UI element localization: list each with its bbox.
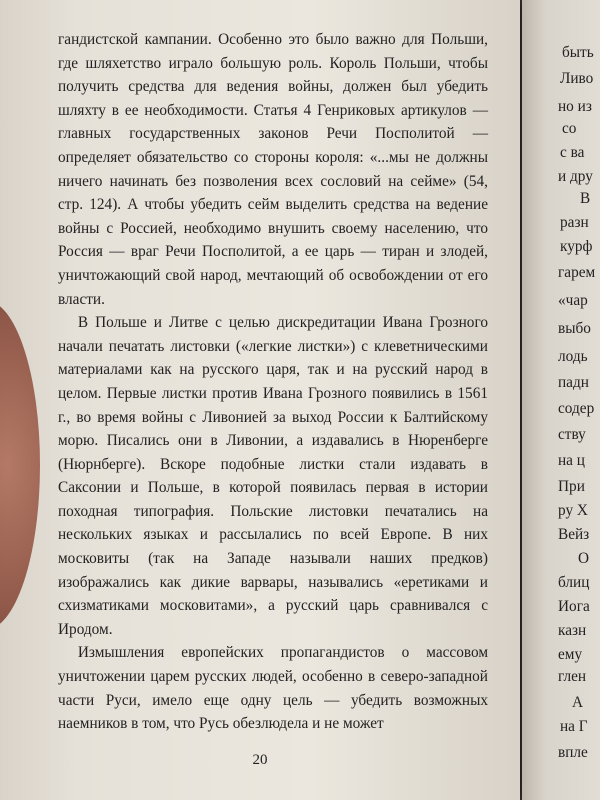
right-page-line: «чар xyxy=(558,292,588,309)
right-page-line: О xyxy=(578,550,590,567)
right-page-line: блиц xyxy=(558,574,590,591)
page-number: 20 xyxy=(252,752,268,768)
right-page-line: При xyxy=(558,478,585,495)
right-page-line: Ливо xyxy=(560,70,594,87)
right-page-line: со xyxy=(562,120,577,137)
right-page-line: А xyxy=(572,694,584,711)
paragraph-2: В Польше и Литве с целью дискредитации Ивана Грозного начали печатать листовки («легкие листки») с клеветническими материалами как на русского царя, так и на русский народ в целом. Первые листки против Ивана Грозного появились в 1561 г., во время войны с Ливонией за выход России к Балтийскому морю. Писались они в Ливонии, а издавались в Нюренберге (Нюрнберге). Вскоре подобные листки стали издавать в Саксонии и Польше, в которой появилась первая в истории походная типография. Польские листовки печатались на нескольких языках и рассылались по всей Европе. В них московиты (так на Западе называли наших предков) изображались как дикие варвары, назывались «еретиками и схизматиками московитами», а русский царь сравнивался с Иродом. xyxy=(58,314,488,638)
right-page xyxy=(522,0,600,800)
paragraph-1: гандистской кампании. Особенно это было важно для Польши, где шляхетство играло большую роль. Король Польши, чтобы получить средства для ведения войны, должен был убедить шляхту в ее необходимости. Статья 4 Генриковых артикулов — главных государственных законов Речи Посполитой — определяет обязательство со стороны короля: «...мы не должны ничего начинать без позволения всех сословий на сейме» (54, стр. 124). А чтобы убедить сейм выделить средства на ведение войны с Россией, необходимо внушить своему населению, что Россия — враг Речи Посполитой, а ее царь — тиран и злодей, уничтожающий свой народ, мечтающий об освобождении от его власти. xyxy=(58,31,488,308)
right-page-line: на Г xyxy=(560,718,588,735)
right-page-line: Иога xyxy=(558,598,590,615)
right-page-line: курф xyxy=(560,238,593,255)
right-page-line: ему xyxy=(558,646,583,663)
right-page-line: и дру xyxy=(558,168,593,185)
right-page-line: но из xyxy=(558,98,592,115)
right-page-line: глен xyxy=(558,668,587,685)
right-page-line: содер xyxy=(558,400,595,417)
right-page-line: падн xyxy=(558,374,589,391)
right-page-line: выбо xyxy=(558,320,591,337)
right-page-line: ству xyxy=(558,426,586,443)
body-text xyxy=(58,28,488,736)
right-page-line: казн xyxy=(558,622,587,639)
right-page-line: быть xyxy=(562,44,594,61)
paragraph-3: Измышления европейских пропагандистов о массовом уничтожении царем русских людей, особенно в северо-западной части Руси, имело еще одну цель — убедить возможных наемников в том, что Русь обезлюдела и не может xyxy=(58,644,488,733)
right-page-line: Вейз xyxy=(558,526,590,543)
right-page-line: с ва xyxy=(560,144,585,161)
right-page-line: впле xyxy=(558,744,588,761)
right-page-line: гарем xyxy=(558,264,596,281)
right-page-line: В xyxy=(580,190,591,207)
right-page-line: лодь xyxy=(558,348,588,365)
right-page-line: разн xyxy=(560,214,589,231)
right-page-line: на ц xyxy=(558,452,585,469)
thumb-shape xyxy=(0,300,40,630)
right-page-line: ру Х xyxy=(558,502,588,519)
